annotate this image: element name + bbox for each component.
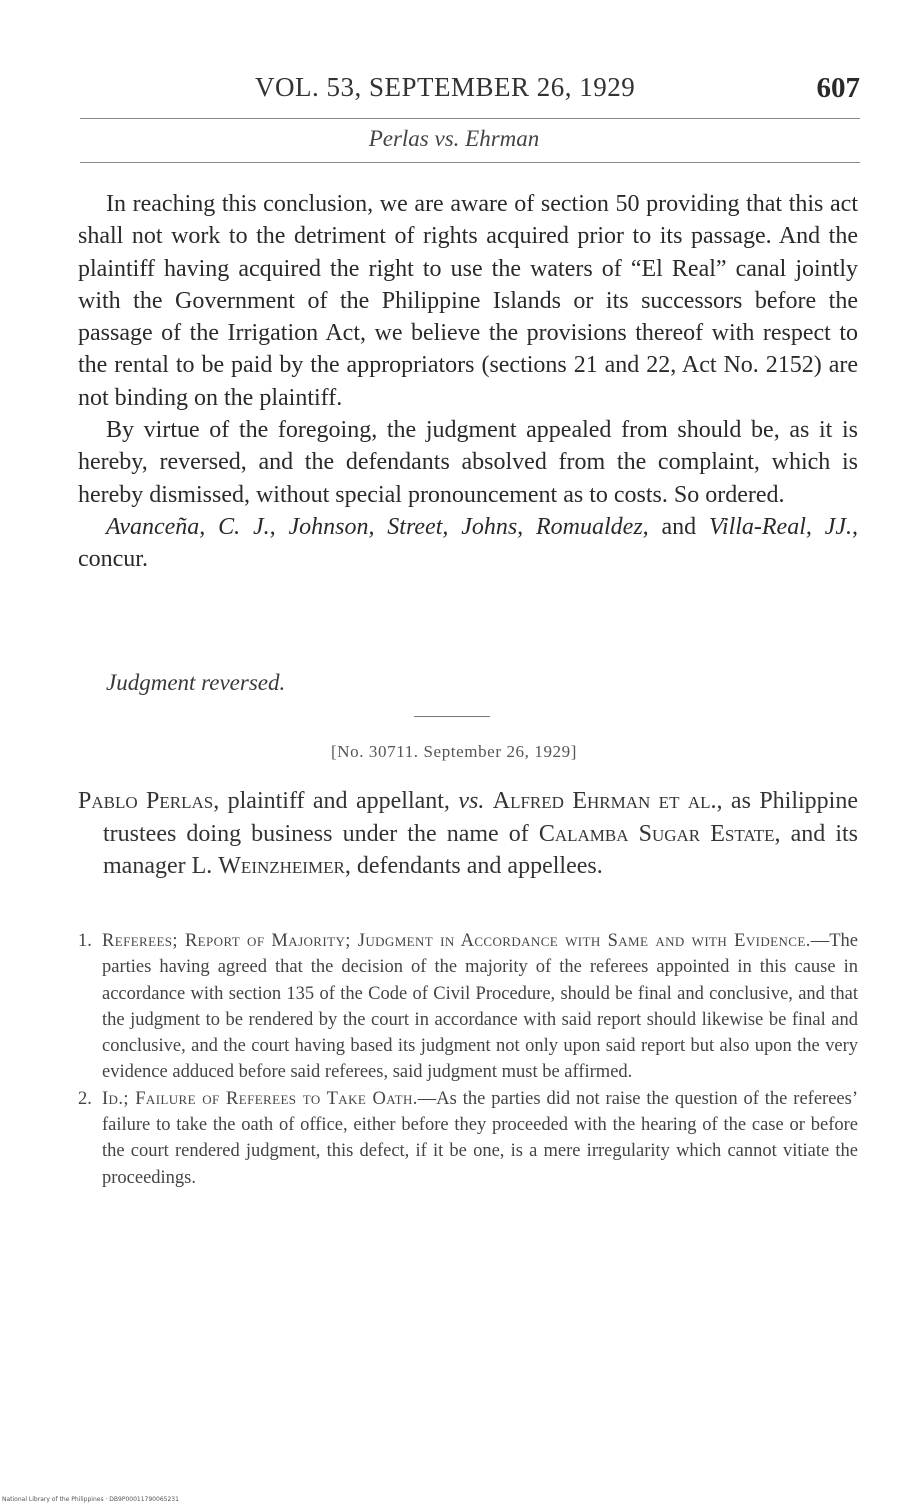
- syllabus-item: [78, 928, 858, 1086]
- versus: vs.: [458, 788, 485, 814]
- page-number: 607: [816, 72, 860, 104]
- plaintiff-name: Pablo Perlas: [78, 788, 214, 814]
- running-head: [80, 70, 860, 110]
- docket-line: [No. 30711. September 26, 1929]: [330, 742, 578, 761]
- concurring-justice-villa: Villa-Real, JJ.,: [709, 513, 859, 540]
- syllabus: [78, 928, 858, 1191]
- concurrence-and: and: [661, 513, 697, 540]
- estate-name: Calamba Sugar Estate: [538, 820, 775, 847]
- syllabus-heading: Id.; Failure of Referees to Take Oath.: [102, 1088, 418, 1109]
- defendant-name: Alfred Ehrman et al.: [492, 788, 717, 814]
- syllabus-heading: Referees; Report of Majority; Judgment in Accordance with Same and with Evidence.: [102, 931, 811, 951]
- case-header: Perlas vs. Ehrman: [368, 126, 540, 151]
- header-rule-bottom: [80, 162, 860, 163]
- judgment-line: Judgment reversed.: [106, 670, 286, 695]
- manager-text: , and its manager L.: [103, 820, 859, 879]
- plaintiff-role: , plaintiff and appellant,: [213, 788, 450, 814]
- syllabus-text: —The parties having agreed that the decision of the majority of the referees appointed in this cause in accordance with section 135 of the Code of Civil Procedure, should be final and conclusive, and that the judgment to be rendered by the court in accordance with said report should likewise be final and conclusive, and the court having based its judgment not only upon said report but also upon the very evidence adduced before said referees, said judgment must be affirmed.: [102, 931, 858, 1083]
- concurrence-line: [78, 511, 858, 576]
- volume-line: VOL. 53, SEPTEMBER 26, 1929: [255, 72, 636, 102]
- concurring-justices: Avanceña, C. J., Johnson, Street, Johns, Romualdez,: [106, 513, 649, 540]
- concurrence-tail: concur.: [78, 546, 148, 573]
- case-parties: [78, 785, 858, 883]
- syllabus-number: 1.: [78, 931, 92, 951]
- opinion-paragraph-1: In reaching this conclusion, we are aware of section 50 providing that this act shall not work to the detriment of rights acquired prior to its passage. And the plaintiff having acquired the right to use the waters of “El Real” canal jointly with the Government of the Philippine Islands or its successors before the passage of the Irrigation Act, we believe the provisions thereof with respect to the rental to be paid by the appropriators (sections 21 and 22, Act No. 2152) are not binding on the plaintiff.: [78, 191, 858, 411]
- syllabus-number: 2.: [78, 1088, 92, 1109]
- defendant-description: , as Philippine trustees doing business under the name of: [103, 788, 858, 847]
- header-rule-top: [80, 118, 860, 119]
- syllabus-item: [78, 1086, 858, 1191]
- opinion-body: [78, 188, 858, 576]
- manager-name: Weinzheimer: [218, 853, 345, 879]
- parties-closing: , defendants and appellees.: [344, 853, 603, 879]
- opinion-paragraph-2: By virtue of the foregoing, the judgment appealed from should be, as it is hereby, reversed, and the defendants absolved from the complaint, which is hereby dismissed, without special pronouncement as to costs. So ordered.: [78, 417, 858, 508]
- syllabus-text: —As the parties did not raise the question of the referees’ failure to take the oath of office, either before they proceeded with the hearing of the case or before the court rendered judgment, this defect, if it be one, is a mere irregularity which cannot vitiate the proceedings.: [102, 1088, 858, 1188]
- scan-footer: National Library of the Philippines · DB9P00011790065231: [2, 1496, 179, 1503]
- section-divider: [414, 716, 490, 717]
